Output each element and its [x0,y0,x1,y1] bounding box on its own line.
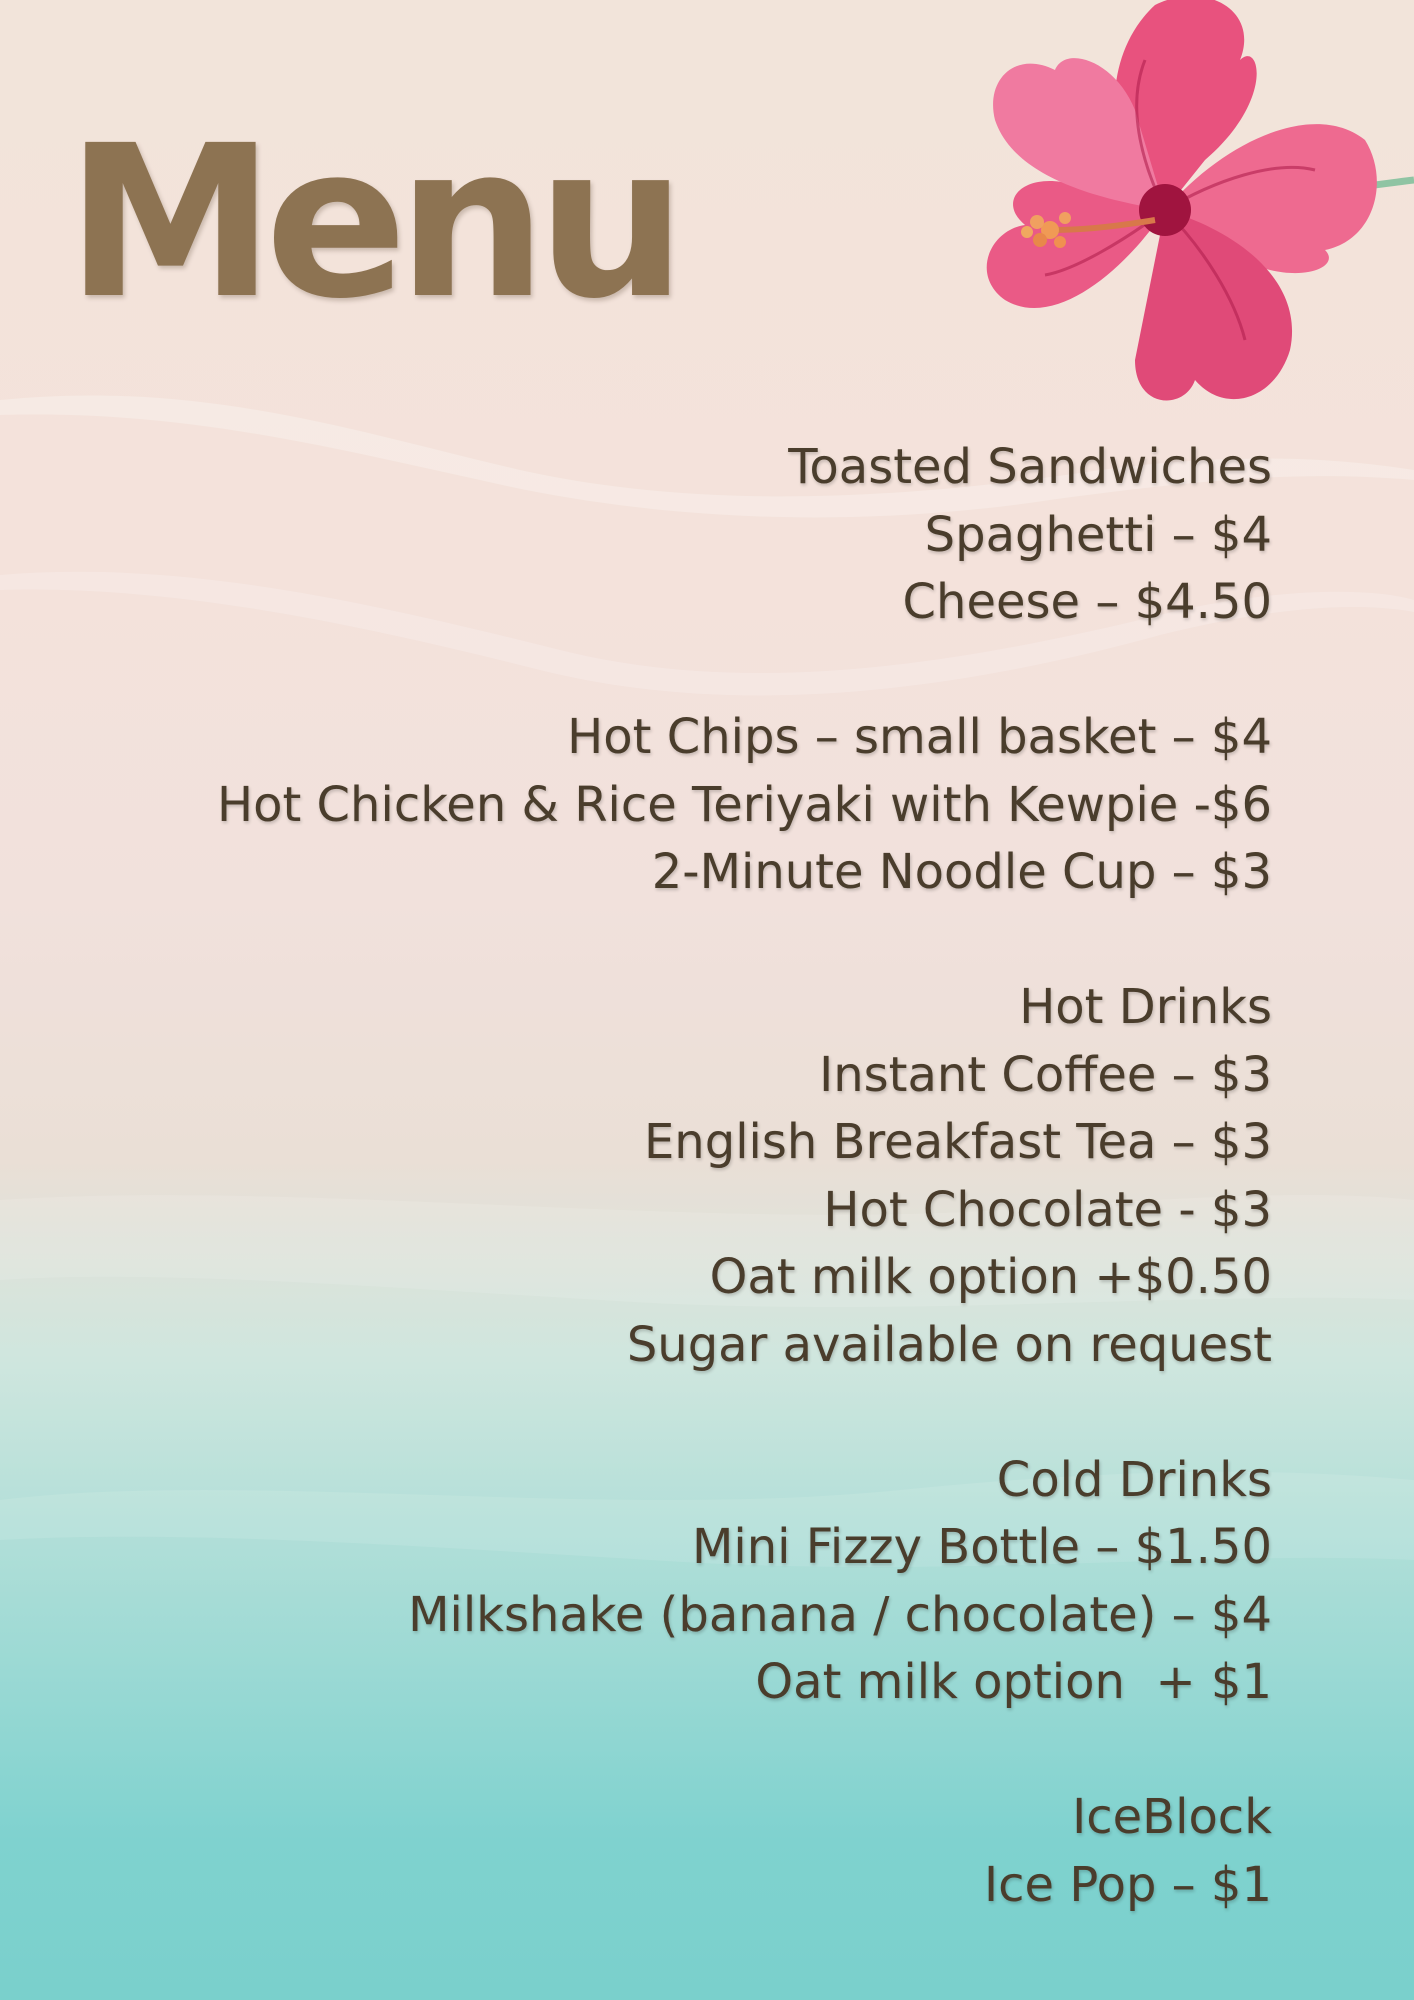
menu-item: Hot Chocolate - $3 [823,1181,1272,1238]
menu-item: Spaghetti – $4 [924,506,1272,563]
hibiscus-flower-icon [920,0,1414,430]
section-heading: Hot Drinks [1019,979,1272,1035]
menu-item: Instant Coffee – $3 [819,1046,1272,1103]
section-heading: Cold Drinks [996,1451,1272,1508]
menu-section-toasted-sandwiches [0,434,1272,637]
menu-item: 2-Minute Noodle Cup – $3 [651,844,1272,900]
menu-item: Hot Chips – small basket – $4 [567,709,1272,765]
menu-section-hot-food [0,704,1272,907]
section-heading: Toasted Sandwiches [788,439,1272,495]
menu-item: Cheese – $4.50 [902,574,1272,630]
menu-item: Milkshake (banana / chocolate) – $4 [408,1586,1272,1643]
menu-item: Mini Fizzy Bottle – $1.50 [691,1519,1272,1575]
section-heading: IceBlock [1072,1789,1272,1845]
menu-section-cold-drinks [0,1447,1272,1717]
menu-section-hot-drinks [0,974,1272,1379]
menu-item: Ice Pop – $1 [984,1856,1272,1913]
menu-item: Oat milk option +$0.50 [709,1249,1272,1305]
menu-item: Sugar available on request [626,1316,1272,1373]
menu-item: Oat milk option + $1 [755,1654,1272,1710]
page-title: Menu [66,100,677,345]
menu-list [0,434,1272,1919]
menu-item: English Breakfast Tea – $3 [643,1114,1272,1170]
menu-section-iceblock [0,1784,1272,1919]
menu-item: Hot Chicken & Rice Teriyaki with Kewpie -$6 [217,776,1272,833]
